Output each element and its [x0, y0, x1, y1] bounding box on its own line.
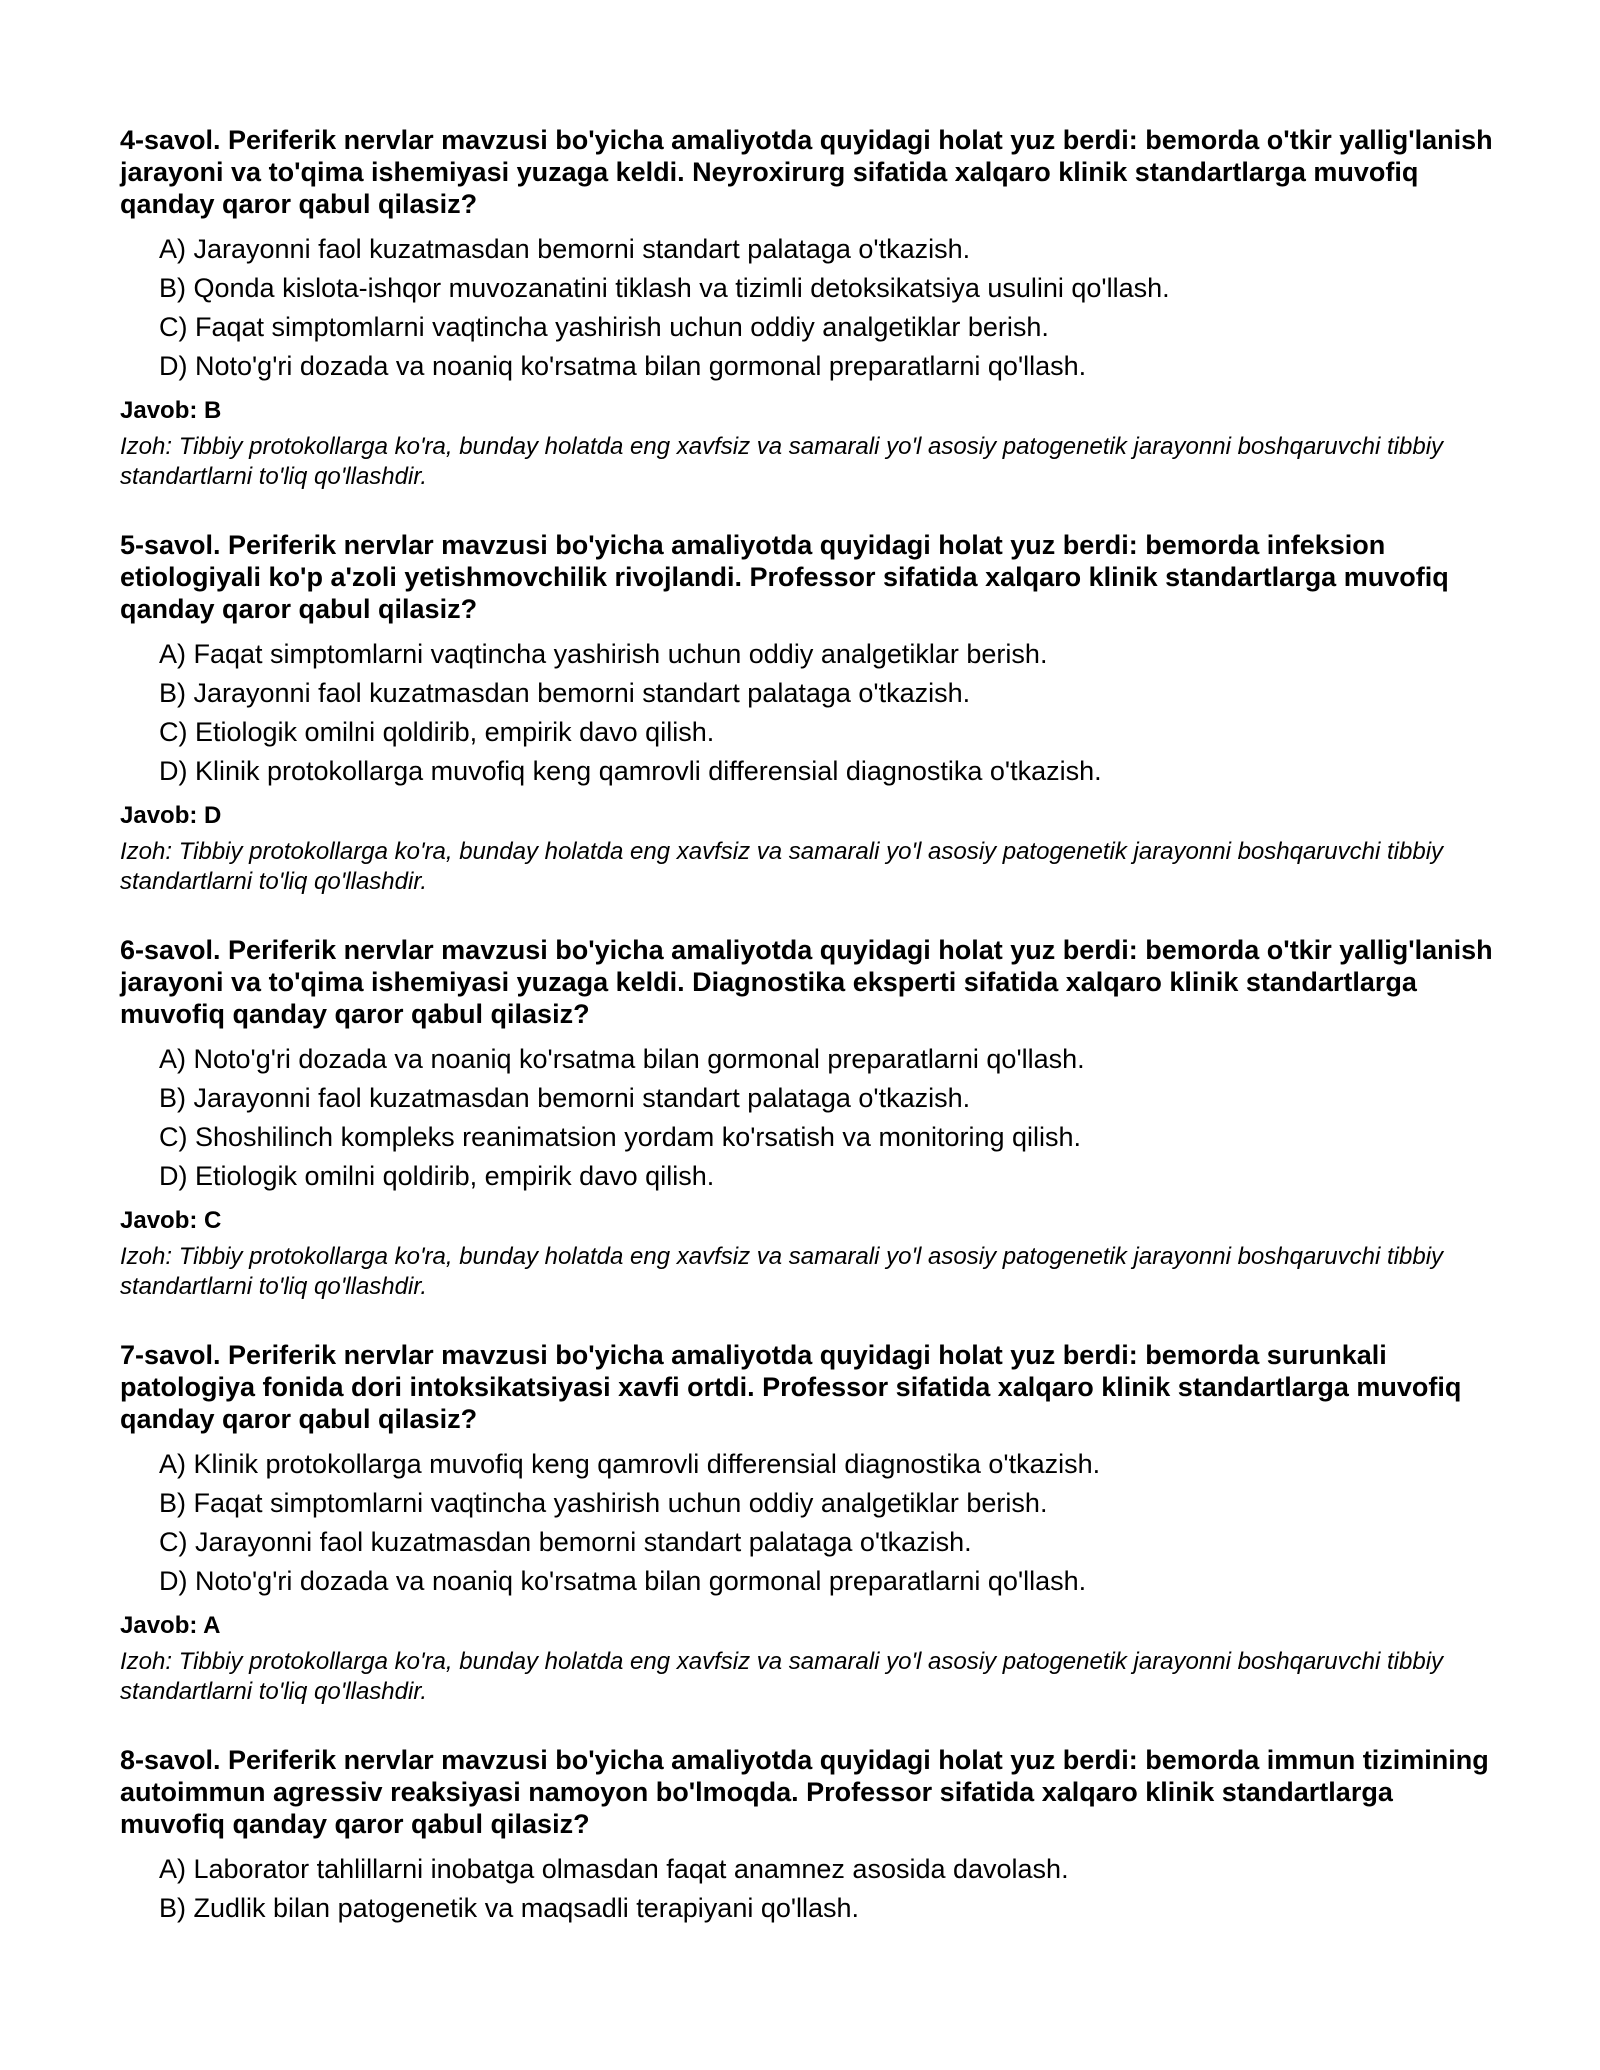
option-item: C) Jarayonni faol kuzatmasdan bemorni standart palataga o'tkazish.	[159, 1527, 972, 1557]
option-item: B) Jarayonni faol kuzatmasdan bemorni standart palataga o'tkazish.	[159, 678, 971, 708]
option-item: B) Qonda kislota-ishqor muvozanatini tiklash va tizimli detoksikatsiya usulini qo'llash.	[159, 273, 1170, 303]
answer-text: Javob: A	[120, 1612, 221, 1639]
option-item: B) Faqat simptomlarni vaqtincha yashirish uchun oddiy analgetiklar berish.	[159, 1488, 1048, 1518]
option-item: D) Noto'g'ri dozada va noaniq ko'rsatma bilan gormonal preparatlarni qo'llash.	[159, 1566, 1087, 1596]
explanation-note: Izoh: Tibbiy protokollarga ko'ra, bunday holatda eng xavfsiz va samarali yo'l asosiy patogenetik jarayonni boshqaruvchi tibbiy standartlarni to'liq qo'llashdir.	[120, 1648, 1444, 1705]
option-item: A) Faqat simptomlarni vaqtincha yashirish uchun oddiy analgetiklar berish.	[159, 639, 1048, 669]
option-item: A) Jarayonni faol kuzatmasdan bemorni standart palataga o'tkazish.	[159, 234, 971, 264]
option-item: C) Etiologik omilni qoldirib, empirik davo qilish.	[159, 717, 715, 747]
question-text: 4-savol. Periferik nervlar mavzusi bo'yicha amaliyotda quyidagi holat yuz berdi: bemorda o'tkir yallig'lanish jarayoni va to'qima ishemiyasi yuzaga keldi. Neyroxirurg sifatida xalqaro klinik standartlarga muvofiq qanday qaror qabul qilasiz?	[120, 125, 1493, 219]
explanation-note: Izoh: Tibbiy protokollarga ko'ra, bunday holatda eng xavfsiz va samarali yo'l asosiy patogenetik jarayonni boshqaruvchi tibbiy standartlarni to'liq qo'llashdir.	[120, 433, 1444, 490]
answer-text: Javob: D	[120, 802, 222, 829]
option-item: D) Etiologik omilni qoldirib, empirik davo qilish.	[159, 1161, 715, 1191]
option-item: B) Zudlik bilan patogenetik va maqsadli terapiyani qo'llash.	[159, 1893, 860, 1923]
question-text: 8-savol. Periferik nervlar mavzusi bo'yicha amaliyotda quyidagi holat yuz berdi: bemorda immun tizimining autoimmun agressiv reaksiyasi namoyon bo'lmoqda. Professor sifatida xalqaro klinik standartlarga muvofiq qanday qaror qabul qilasiz?	[120, 1745, 1489, 1839]
question-block	[120, 1339, 1500, 1707]
option-list	[120, 1850, 1500, 1928]
option-item: C) Shoshilinch kompleks reanimatsion yordam ko'rsatish va monitoring qilish.	[159, 1122, 1082, 1152]
explanation-note: Izoh: Tibbiy protokollarga ko'ra, bunday holatda eng xavfsiz va samarali yo'l asosiy patogenetik jarayonni boshqaruvchi tibbiy standartlarni to'liq qo'llashdir.	[120, 838, 1444, 895]
option-item: A) Laborator tahlillarni inobatga olmasdan faqat anamnez asosida davolash.	[159, 1854, 1069, 1884]
question-block	[120, 124, 1500, 492]
option-item: A) Klinik protokollarga muvofiq keng qamrovli differensial diagnostika o'tkazish.	[159, 1449, 1101, 1479]
option-item: C) Faqat simptomlarni vaqtincha yashirish uchun oddiy analgetiklar berish.	[159, 312, 1049, 342]
question-block	[120, 529, 1500, 897]
option-item: A) Noto'g'ri dozada va noaniq ko'rsatma bilan gormonal preparatlarni qo'llash.	[159, 1044, 1085, 1074]
option-list	[120, 1445, 1500, 1601]
option-item: D) Klinik protokollarga muvofiq keng qamrovli differensial diagnostika o'tkazish.	[159, 756, 1102, 786]
answer-text: Javob: B	[120, 397, 222, 424]
question-block	[120, 934, 1500, 1302]
question-block	[120, 1744, 1500, 1928]
document-page	[120, 124, 1500, 1965]
question-text: 7-savol. Periferik nervlar mavzusi bo'yicha amaliyotda quyidagi holat yuz berdi: bemorda surunkali patologiya fonida dori intoksikatsiyasi xavfi ortdi. Professor sifatida xalqaro klinik standartlarga muvofiq qanday qaror qabul qilasiz?	[120, 1340, 1462, 1434]
question-text: 6-savol. Periferik nervlar mavzusi bo'yicha amaliyotda quyidagi holat yuz berdi: bemorda o'tkir yallig'lanish jarayoni va to'qima ishemiyasi yuzaga keldi. Diagnostika eksperti sifatida xalqaro klinik standartlarga muvofiq qanday qaror qabul qilasiz?	[120, 935, 1493, 1029]
option-list	[120, 635, 1500, 791]
option-list	[120, 230, 1500, 386]
answer-text: Javob: C	[120, 1207, 222, 1234]
question-text: 5-savol. Periferik nervlar mavzusi bo'yicha amaliyotda quyidagi holat yuz berdi: bemorda infeksion etiologiyali ko'p a'zoli yetishmovchilik rivojlandi. Professor sifatida xalqaro klinik standartlarga muvofiq qanday qaror qabul qilasiz?	[120, 530, 1449, 624]
option-item: B) Jarayonni faol kuzatmasdan bemorni standart palataga o'tkazish.	[159, 1083, 971, 1113]
explanation-note: Izoh: Tibbiy protokollarga ko'ra, bunday holatda eng xavfsiz va samarali yo'l asosiy patogenetik jarayonni boshqaruvchi tibbiy standartlarni to'liq qo'llashdir.	[120, 1243, 1444, 1300]
option-item: D) Noto'g'ri dozada va noaniq ko'rsatma bilan gormonal preparatlarni qo'llash.	[159, 351, 1087, 381]
option-list	[120, 1040, 1500, 1196]
